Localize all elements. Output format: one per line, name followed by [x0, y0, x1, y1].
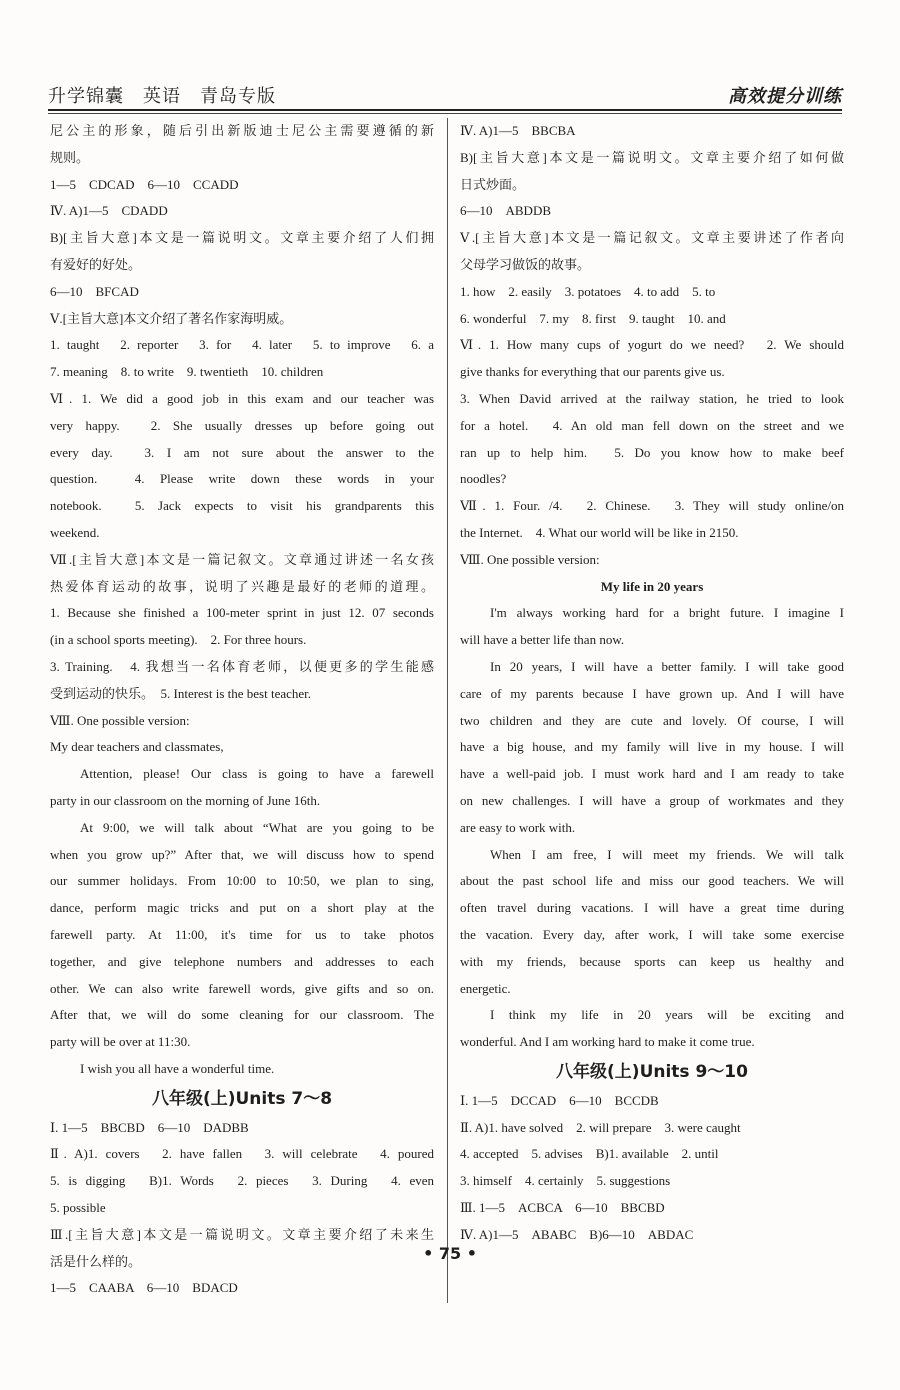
text-line: Attention, please! Our class is going to have a farewell [80, 766, 434, 782]
text-line: with my friends, because sports can keep us healthy and [460, 953, 844, 969]
text-line: 受到运动的快乐。 5. Interest is the best teacher. [50, 685, 312, 701]
text-line: I'm always working hard for a bright future. I imagine I [490, 605, 844, 621]
header-rule [48, 109, 842, 111]
text-line: energetic. [460, 980, 511, 996]
text-line: Ⅵ. 1. How many cups of yogurt do we need? 2. We should [460, 337, 844, 353]
text-line: 5. is digging B)1. Words 2. pieces 3. During 4. even [50, 1173, 434, 1189]
text-line: In 20 years, I will have a better family. I will take good [490, 658, 844, 674]
text-line: Ⅶ. 1. Four. /4. 2. Chinese. 3. They will study online/on [460, 498, 844, 514]
page-number: • 75 • [423, 1244, 477, 1263]
text-line: farewell party. At 11:00, it's time for us to take photos [50, 926, 434, 942]
text-line: when you grow up?” After that, we will discuss how to spend [50, 846, 434, 862]
left-column [50, 118, 434, 1302]
text-line: will have a better life than now. [460, 632, 625, 648]
text-line: care of my parents because I have grown up. And I will have [460, 685, 844, 701]
text-line: ran up to help him. 5. Do you know how to make beef [460, 444, 844, 460]
text-line: 6. wonderful 7. my 8. first 9. taught 10. and [460, 310, 726, 326]
text-line: Ⅴ.[主旨大意]本文是一篇记叙文。文章主要讲述了作者向 [460, 230, 844, 246]
text-line: 3. Training. 4. 我想当一名体育老师，以便更多的学生能感 [50, 658, 434, 674]
text-line: 6—10 ABDDB [460, 203, 552, 219]
text-line: 1—5 CAABA 6—10 BDACD [50, 1280, 238, 1296]
text-line: party in our classroom on the morning of June 16th. [50, 792, 321, 808]
text-line: Ⅳ. A)1—5 CDADD [50, 203, 168, 219]
text-line: When I am free, I will meet my friends. We will talk [490, 846, 844, 862]
text-line: have a big house, and my family will live in my house. I will [460, 739, 844, 755]
header-rule-thin [48, 113, 842, 114]
text-line: B)[主旨大意]本文是一篇说明文。文章主要介绍了人们拥 [50, 230, 434, 246]
text-line: have a well-paid job. I must work hard and I am ready to take [460, 766, 844, 782]
text-line: 5. possible [50, 1200, 106, 1216]
text-line: 3. himself 4. certainly 5. suggestions [460, 1173, 671, 1189]
text-line: the Internet. 4. What our world will be like in 2150. [460, 524, 739, 540]
text-line: 4. accepted 5. advises B)1. available 2. until [460, 1146, 719, 1162]
column-divider [447, 118, 448, 1303]
text-line: other. We can also write farewell words, give gifts and so on. [50, 980, 434, 996]
section-heading: 八年级(上)Units 7～8 [151, 1088, 333, 1109]
text-line: 1. Because she finished a 100-meter sprint in just 12. 07 seconds [50, 605, 434, 621]
text-line: Ⅶ.[主旨大意]本文是一篇记叙文。文章通过讲述一名女孩 [50, 551, 434, 567]
text-line: Ⅰ. 1—5 BBCBD 6—10 DADBB [50, 1119, 249, 1135]
text-line: the vacation. Every day, after work, I will take some exercise [460, 926, 844, 942]
text-line: notebook. 5. Jack expects to visit his grandparents this [50, 498, 434, 514]
text-line: My dear teachers and classmates, [50, 739, 224, 755]
text-line: I wish you all have a wonderful time. [80, 1060, 275, 1076]
text-line: very happy. 2. She usually dresses up before going out [50, 417, 434, 433]
text-line: At 9:00, we will talk about “What are you going to be [80, 819, 434, 835]
text-line: 日式炒面。 [460, 176, 526, 192]
text-line: on new challenges. I will have a group of workmates and they [460, 792, 844, 808]
text-line: I think my life in 20 years will be exciting and [490, 1007, 844, 1023]
text-line: dance, perform magic tricks and put on a short play at the [50, 900, 434, 916]
text-line: 1. how 2. easily 3. potatoes 4. to add 5. to [460, 283, 716, 299]
text-line: 6—10 BFCAD [50, 283, 139, 299]
text-line: 活是什么样的。 [50, 1253, 142, 1269]
text-line: Ⅲ.[主旨大意]本文是一篇说明文。文章主要介绍了未来生 [50, 1226, 434, 1242]
text-line: 有爱好的好处。 [50, 256, 142, 272]
text-line: together, and give telephone numbers and addresses to each [50, 953, 434, 969]
text-line: Ⅲ. 1—5 ACBCA 6—10 BBCBD [460, 1200, 665, 1216]
text-line: wonderful. And I am working hard to make it come true. [460, 1034, 755, 1050]
text-line: 7. meaning 8. to write 9. twentieth 10. children [50, 364, 324, 380]
text-line: Ⅰ. 1—5 DCCAD 6—10 BCCDB [460, 1092, 659, 1108]
text-line: are easy to work with. [460, 819, 576, 835]
text-line: Ⅱ. A)1. covers 2. have fallen 3. will celebrate 4. poured [50, 1146, 434, 1162]
header-series-title: 高效提分训练 [728, 86, 842, 107]
text-line: weekend. [50, 524, 100, 540]
text-line: 3. When David arrived at the railway station, he tried to look [460, 390, 844, 406]
text-line: B)[主旨大意]本文是一篇说明文。文章主要介绍了如何做 [460, 149, 844, 165]
text-line: (in a school sports meeting). 2. For three hours. [50, 632, 307, 648]
text-line: two children and they are cute and lovely. Of course, I will [460, 712, 844, 728]
text-line: 热爱体育运动的故事，说明了兴趣是最好的老师的道理。 [50, 578, 434, 594]
header-book-title: 升学锦囊 英语 青岛专版 [48, 86, 276, 107]
essay-title: My life in 20 years [600, 578, 704, 594]
text-line: 尼公主的形象，随后引出新版迪士尼公主需要遵循的新 [50, 123, 434, 138]
text-line: 1. taught 2. reporter 3. for 4. later 5. to improve 6. a [50, 337, 434, 353]
text-line: 1—5 CDCAD 6—10 CCADD [50, 176, 239, 192]
text-line: about the past school life and miss our good teachers. We will [460, 873, 844, 889]
text-line: After that, we will do some cleaning for our classroom. The [50, 1007, 434, 1023]
text-line: Ⅷ. One possible version: [460, 551, 600, 567]
text-line: Ⅱ. A)1. have solved 2. will prepare 3. were caught [460, 1119, 741, 1135]
text-line: Ⅴ.[主旨大意]本文介绍了著名作家海明威。 [50, 310, 293, 326]
text-line: Ⅳ. A)1—5 ABABC B)6—10 ABDAC [460, 1226, 694, 1242]
text-line: give thanks for everything that our parents give us. [460, 364, 725, 380]
text-line: party will be over at 11:30. [50, 1034, 191, 1050]
text-line: Ⅵ. 1. We did a good job in this exam and our teacher was [50, 390, 434, 406]
text-line: often travel during vacations. I will have a great time during [460, 900, 844, 916]
text-line: noodles? [460, 471, 507, 487]
section-heading: 八年级(上)Units 9～10 [556, 1061, 748, 1082]
text-line: for a hotel. 4. An old man fell down on the street and we [460, 417, 844, 433]
text-line: our summer holidays. From 10:00 to 10:50, we plan to sing, [50, 873, 434, 889]
text-line: every day. 3. I am not sure about the answer to the [50, 444, 434, 460]
text-line: Ⅳ. A)1—5 BBCBA [460, 123, 576, 138]
right-column [460, 118, 844, 1249]
text-line: 父母学习做饭的故事。 [460, 256, 591, 272]
text-line: 规则。 [50, 149, 90, 165]
text-line: Ⅷ. One possible version: [50, 712, 190, 728]
page-header [48, 80, 842, 114]
text-line: question. 4. Please write down these words in your [50, 471, 434, 487]
